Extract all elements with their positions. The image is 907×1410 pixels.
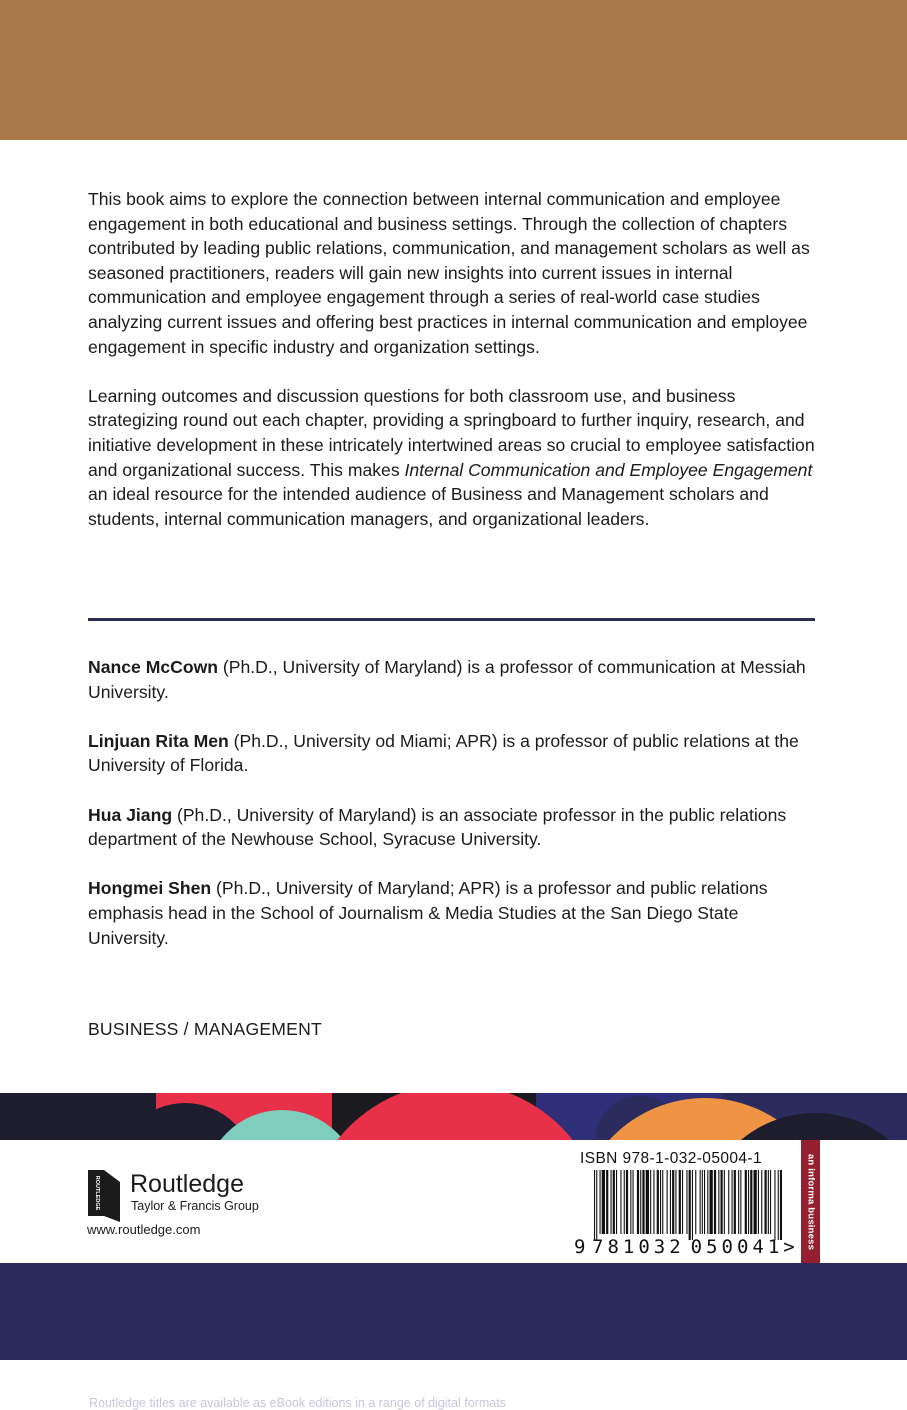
routledge-logo-icon (86, 1166, 126, 1226)
author-bio (88, 729, 818, 778)
barcode-digit-group: 050041 (690, 1236, 784, 1258)
author-bio-text: (Ph.D., University of Maryland; APR) is a professor and public relations emphasis head in the School of Journalism & Media Studies at the San Diego State University. (88, 878, 768, 948)
publisher-group: Taylor & Francis Group (131, 1199, 259, 1213)
isbn-label: ISBN 978-1-032-05004-1 (580, 1150, 762, 1167)
description-paragraph-1: This book aims to explore the connection between internal communication and employee engagement in both educational and business settings. Through the collection of chapters contributed by leading public relations, communication, and management scholars as well as seasoned practitioners, readers will gain new insights into current issues in internal communication and employee engagement through a series of real-world case studies analyzing current issues and offering best practices in internal communication and employee engagement in specific industry and organization settings. (88, 189, 810, 357)
back-cover-footer (0, 1140, 907, 1410)
section-divider (88, 618, 815, 621)
description-text: Learning outcomes and discussion questions for both classroom use, and business strategizing round out each chapter, providing a springboard to further inquiry, research, and initiative development in these intricately intertwined areas so crucial to employee satisfaction and organizational success. This makes (88, 385, 815, 480)
cover-top-band (0, 0, 907, 140)
author-bio (88, 876, 818, 950)
description-text-end: an ideal resource for the intended audience of Business and Management scholars and students, internal communication managers, and organizational leaders. (88, 484, 769, 529)
author-name: Hua Jiang (88, 804, 173, 825)
publisher-panel (0, 1140, 907, 1263)
ebook-note: Routledge titles are available as eBook editions in a range of digital formats (89, 1396, 506, 1410)
informa-badge (801, 1140, 820, 1263)
author-bio (88, 803, 818, 852)
informa-text: an informa business (805, 1153, 816, 1250)
description-paragraph-2 (88, 384, 818, 532)
author-name: Hongmei Shen (88, 878, 212, 899)
barcode-digits (574, 1236, 795, 1258)
barcode-quiet-mark: > (783, 1236, 795, 1258)
book-description (88, 187, 818, 556)
barcode-lead-digit: 9 (574, 1236, 586, 1258)
author-bio-text: (Ph.D., University of Maryland) is a professor of communication at Messiah University. (88, 657, 806, 702)
barcode (594, 1170, 782, 1240)
author-bio (88, 655, 818, 704)
author-bios (88, 655, 818, 975)
book-title-italic: Internal Communication and Employee Engagement (404, 459, 813, 480)
logo-wordmark: ROUTLEDGE (94, 1175, 100, 1211)
decorative-art-strip (0, 1093, 907, 1140)
publisher-name: Routledge (130, 1170, 244, 1198)
footer-band (0, 1263, 907, 1410)
author-name: Linjuan Rita Men (88, 730, 229, 751)
subject-category: BUSINESS / MANAGEMENT (88, 1019, 322, 1039)
barcode-digit-group: 781032 (592, 1236, 685, 1258)
author-name: Nance McCown (88, 657, 219, 677)
author-bio-text: (Ph.D., University od Miami; APR) is a professor of public relations at the University of Florida. (88, 730, 799, 776)
author-bio-text: (Ph.D., University of Maryland) is an associate professor in the public relations department of the Newhouse School, Syracuse University. (88, 804, 787, 850)
publisher-url: www.routledge.com (87, 1222, 201, 1237)
